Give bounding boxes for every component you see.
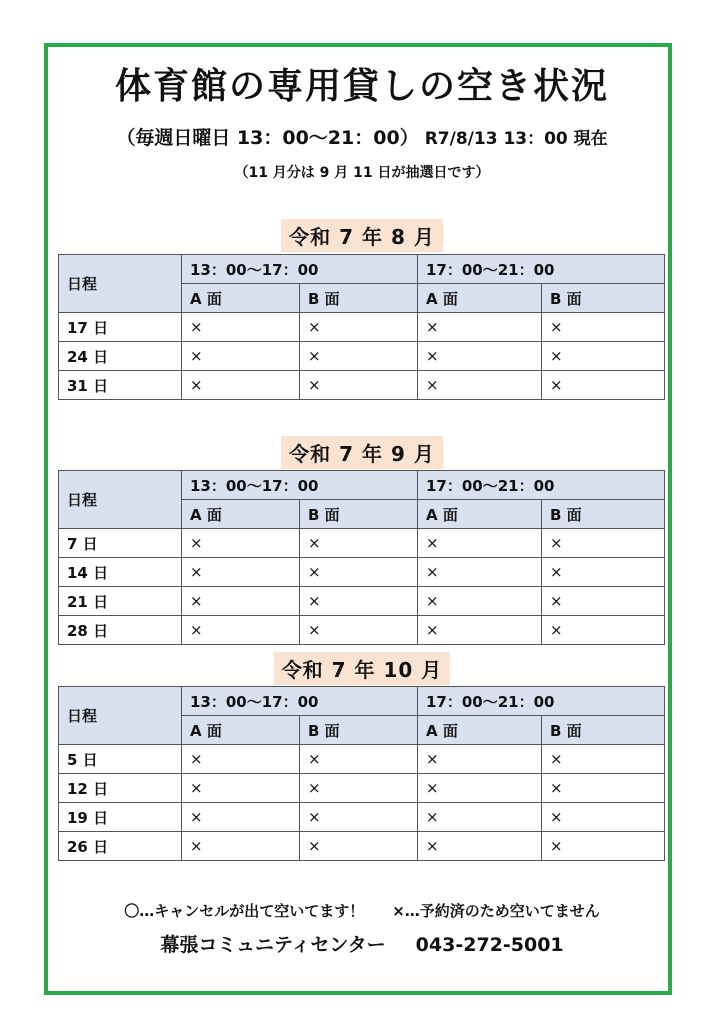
status-cell: × bbox=[542, 832, 665, 861]
side-b-header: B 面 bbox=[300, 500, 418, 529]
status-cell: × bbox=[182, 313, 300, 342]
hours-text: （毎週日曜日 13：00〜21：00） bbox=[116, 127, 419, 149]
status-cell: × bbox=[542, 342, 665, 371]
side-a-header: A 面 bbox=[418, 716, 542, 745]
status-cell: × bbox=[418, 313, 542, 342]
legend bbox=[0, 900, 724, 921]
day-cell: 26 日 bbox=[59, 832, 182, 861]
status-cell: × bbox=[418, 371, 542, 400]
table-row bbox=[59, 774, 665, 803]
status-cell: × bbox=[300, 529, 418, 558]
status-cell: × bbox=[418, 832, 542, 861]
center-name: 幕張コミュニティセンター bbox=[160, 934, 386, 956]
status-cell: × bbox=[542, 616, 665, 645]
month-heading bbox=[0, 219, 724, 252]
status-cell: × bbox=[542, 313, 665, 342]
phone-number: 043-272-5001 bbox=[415, 934, 564, 956]
status-cell: × bbox=[300, 832, 418, 861]
table-row bbox=[59, 832, 665, 861]
status-cell: × bbox=[300, 616, 418, 645]
table-row bbox=[59, 587, 665, 616]
day-cell: 7 日 bbox=[59, 529, 182, 558]
month-label: 令和 7 年 9 月 bbox=[281, 436, 443, 469]
contact-info bbox=[0, 930, 724, 957]
schedule-table bbox=[58, 686, 665, 861]
status-cell: × bbox=[418, 616, 542, 645]
status-cell: × bbox=[418, 529, 542, 558]
status-cell: × bbox=[300, 371, 418, 400]
month-heading bbox=[0, 436, 724, 469]
header-row bbox=[59, 471, 665, 500]
status-cell: × bbox=[182, 745, 300, 774]
table-row bbox=[59, 616, 665, 645]
status-cell: × bbox=[300, 558, 418, 587]
status-cell: × bbox=[182, 558, 300, 587]
side-b-header: B 面 bbox=[542, 500, 665, 529]
schedule-subtitle bbox=[0, 123, 724, 150]
month-label: 令和 7 年 10 月 bbox=[274, 652, 451, 685]
status-cell: × bbox=[418, 803, 542, 832]
day-cell: 28 日 bbox=[59, 616, 182, 645]
status-cell: × bbox=[542, 774, 665, 803]
table-row bbox=[59, 558, 665, 587]
status-cell: × bbox=[418, 558, 542, 587]
status-cell: × bbox=[418, 587, 542, 616]
as-of-text: R7/8/13 13：00 現在 bbox=[424, 129, 608, 149]
header-row bbox=[59, 687, 665, 716]
status-cell: × bbox=[182, 587, 300, 616]
status-cell: × bbox=[542, 371, 665, 400]
status-cell: × bbox=[182, 371, 300, 400]
day-cell: 12 日 bbox=[59, 774, 182, 803]
status-cell: × bbox=[418, 745, 542, 774]
status-cell: × bbox=[182, 529, 300, 558]
legend-booked: ×…予約済のため空いてません bbox=[392, 902, 600, 920]
status-cell: × bbox=[542, 803, 665, 832]
status-cell: × bbox=[300, 803, 418, 832]
status-cell: × bbox=[542, 745, 665, 774]
day-header: 日程 bbox=[59, 255, 182, 313]
page-title: 体育館の専用貸しの空き状況 bbox=[114, 66, 609, 107]
slot2-header: 17：00〜21：00 bbox=[418, 255, 665, 284]
slot1-header: 13：00〜17：00 bbox=[182, 255, 418, 284]
side-a-header: A 面 bbox=[418, 500, 542, 529]
status-cell: × bbox=[542, 529, 665, 558]
header-row bbox=[59, 255, 665, 284]
day-cell: 19 日 bbox=[59, 803, 182, 832]
side-b-header: B 面 bbox=[542, 716, 665, 745]
table-row bbox=[59, 342, 665, 371]
day-cell: 21 日 bbox=[59, 587, 182, 616]
status-cell: × bbox=[542, 558, 665, 587]
day-header: 日程 bbox=[59, 687, 182, 745]
table-row bbox=[59, 313, 665, 342]
side-b-header: B 面 bbox=[300, 716, 418, 745]
side-b-header: B 面 bbox=[542, 284, 665, 313]
status-cell: × bbox=[300, 774, 418, 803]
table-row bbox=[59, 745, 665, 774]
status-cell: × bbox=[300, 745, 418, 774]
side-a-header: A 面 bbox=[182, 284, 300, 313]
day-cell: 17 日 bbox=[59, 313, 182, 342]
table-row bbox=[59, 371, 665, 400]
status-cell: × bbox=[182, 803, 300, 832]
side-a-header: A 面 bbox=[182, 716, 300, 745]
slot2-header: 17：00〜21：00 bbox=[418, 471, 665, 500]
month-label: 令和 7 年 8 月 bbox=[281, 219, 443, 252]
side-a-header: A 面 bbox=[182, 500, 300, 529]
side-b-header: B 面 bbox=[300, 284, 418, 313]
status-cell: × bbox=[542, 587, 665, 616]
day-cell: 14 日 bbox=[59, 558, 182, 587]
status-cell: × bbox=[418, 342, 542, 371]
slot1-header: 13：00〜17：00 bbox=[182, 471, 418, 500]
lottery-note: （11 月分は 9 月 11 日が抽選日です） bbox=[234, 165, 490, 181]
status-cell: × bbox=[182, 342, 300, 371]
day-cell: 5 日 bbox=[59, 745, 182, 774]
legend-available: 〇…キャンセルが出て空いてます！ bbox=[124, 902, 365, 920]
schedule-table bbox=[58, 254, 665, 400]
status-cell: × bbox=[182, 832, 300, 861]
day-cell: 31 日 bbox=[59, 371, 182, 400]
table-row bbox=[59, 529, 665, 558]
day-cell: 24 日 bbox=[59, 342, 182, 371]
status-cell: × bbox=[300, 313, 418, 342]
schedule-table bbox=[58, 470, 665, 645]
status-cell: × bbox=[182, 774, 300, 803]
slot1-header: 13：00〜17：00 bbox=[182, 687, 418, 716]
status-cell: × bbox=[300, 587, 418, 616]
table-row bbox=[59, 803, 665, 832]
month-heading bbox=[0, 652, 724, 685]
slot2-header: 17：00〜21：00 bbox=[418, 687, 665, 716]
status-cell: × bbox=[182, 616, 300, 645]
side-a-header: A 面 bbox=[418, 284, 542, 313]
day-header: 日程 bbox=[59, 471, 182, 529]
status-cell: × bbox=[418, 774, 542, 803]
status-cell: × bbox=[300, 342, 418, 371]
